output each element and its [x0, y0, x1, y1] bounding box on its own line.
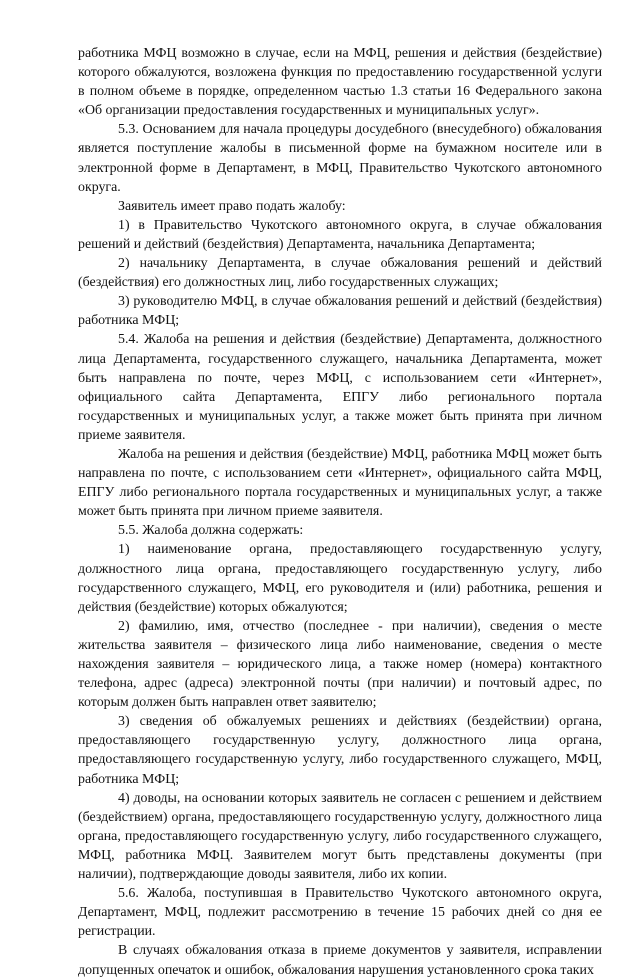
- document-page: [78, 44, 602, 980]
- paragraph-item-1-government: 1) в Правительство Чукотского автономного округа, в случае обжалования решений и действий (бездействия) Департамента, начальника Департамента;: [78, 217, 602, 252]
- paragraph-refusal-cases: В случаях обжалования отказа в приеме документов у заявителя, исправлении допущенных опечаток и ошибок, обжалования нарушения установленного срока таких: [78, 943, 602, 978]
- paragraph-complaint-right: Заявитель имеет право подать жалобу:: [118, 198, 346, 214]
- paragraph-5-5: 5.5. Жалоба должна содержать:: [118, 523, 304, 539]
- paragraph-5-4: 5.4. Жалоба на решения и действия (бездействие) Департамента, должностного лица Департамента, государственного служащего, начальника Департамента, может быть направлена по почте, через МФЦ, с использованием сети «Интернет», официального сайта Департамента, ЕПГУ либо регионального портала государственных и муниципальных услуг, а также может быть принята при личном приеме заявителя.: [78, 332, 602, 443]
- paragraph-content-item-2: 2) фамилию, имя, отчество (последнее - при наличии), сведения о месте жительства заявителя – физического лица либо наименование, сведения о месте нахождения заявителя – юридического лица, а также номер (номера) контактного телефона, адрес (адреса) электронной почты (при наличии) и почтовый адрес, по которым должен быть направлен ответ заявителю;: [78, 618, 602, 711]
- paragraph-item-3-mfc-head: 3) руководителю МФЦ, в случае обжалования решений и действий (бездействия) работника МФЦ;: [78, 294, 602, 329]
- paragraph-5-3: 5.3. Основанием для начала процедуры досудебного (внесудебного) обжалования является поступление жалобы в письменной форме на бумажном носителе или в электронной форме в Департамент, в МФЦ, Правительство Чукотского автономного округа.: [78, 122, 602, 195]
- paragraph-5-6: 5.6. Жалоба, поступившая в Правительство Чукотского автономного округа, Департамент, МФЦ, подлежит рассмотрению в течение 15 рабочих дней со дня ее регистрации.: [78, 886, 602, 940]
- paragraph-content-item-4: 4) доводы, на основании которых заявитель не согласен с решением и действием (бездействием) органа, предоставляющего государственную услугу, должностного лица органа, предоставляющего государственную услугу, либо государственного служащего, МФЦ, работника МФЦ. Заявителем могут быть представлены документы (при наличии), подтверждающие доводы заявителя, либо их копии.: [78, 790, 602, 883]
- paragraph-content-item-3: 3) сведения об обжалуемых решениях и действиях (бездействии) органа, предоставляющего государственную услугу, должностного лица органа, предоставляющего государственную услугу, либо государственного служащего, МФЦ, работника МФЦ;: [78, 714, 602, 787]
- paragraph-content-item-1: 1) наименование органа, предоставляющего государственную услугу, должностного лица органа, предоставляющего государственную услугу, либо государственного служащего, МФЦ, его руководителя и (или) работника, решения и действия (бездействие) которых обжалуются;: [78, 542, 602, 615]
- paragraph-continuation: работника МФЦ возможно в случае, если на МФЦ, решения и действия (бездействие) которого обжалуются, возложена функция по предоставлению государственной услуги в полном объеме в порядке, определенном частью 1.3 статьи 16 Федерального закона «Об организации предоставления государственных и муниципальных услуг».: [78, 46, 602, 119]
- paragraph-item-2-department-head: 2) начальнику Департамента, в случае обжалования решений и действий (бездействия) его должностных лиц, либо государственных служащих;: [78, 256, 602, 291]
- paragraph-mfc-complaint: Жалоба на решения и действия (бездействие) МФЦ, работника МФЦ может быть направлена по почте, с использованием сети «Интернет», официального сайта МФЦ, ЕПГУ либо регионального портала государственных и муниципальных услуг, а также может быть принята при личном приеме заявителя.: [78, 446, 602, 520]
